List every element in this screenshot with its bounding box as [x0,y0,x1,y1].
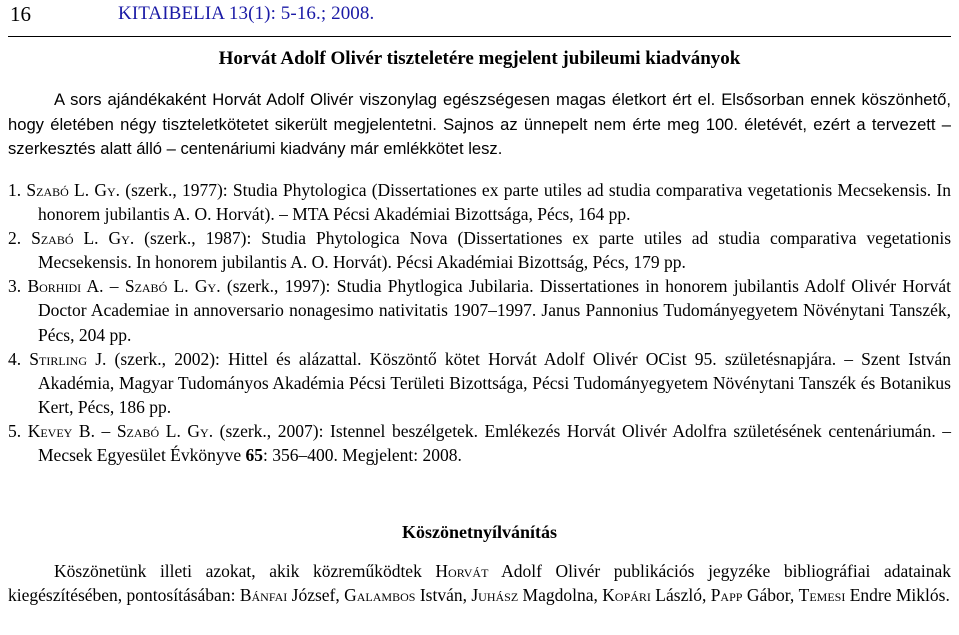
entry-author: Borhidi A. – Szabó L. Gy. [27,276,221,297]
ack-text: Köszönetünk illeti azokat, akik közreműködtek [54,561,436,581]
entry-author: Szabó L. Gy. [31,228,135,249]
acknowledgement-paragraph [8,559,951,607]
publication-list [8,178,951,467]
ack-text: József, [287,585,345,606]
intro-text: A sors ajándékaként Horvát Adolf Olivér viszonylag egészségesen magas életkort ért el. Elsősorban ennek köszönhető, hogy életében négy tiszteletkötetet sikerült megjelentetni. Sajnos az ünnepelt nem érte meg 100. életévét, ezért a tervezett – szerkesztés alatt álló – centenáriumi kiadvány már emlékkötet lesz. [8,90,951,158]
list-item [8,274,951,346]
entry-number: 2. [8,228,32,249]
ack-text: Endre Miklós. [845,585,950,606]
journal-citation: KITAIBELIA 13(1): 5-16.; 2008. [118,3,375,24]
list-item [8,347,951,419]
ack-name: Temesi [798,585,846,606]
entry-text: (szerk., 2002): Hittel és alázattal. Köszöntő kötet Horvát Adolf Olivér OCist 95. születésnapjára. – Szent István Akadémia, Magyar Tudományos Akadémia Pécsi Területi Bizottsága, Pécsi Tudományegyetem Növénytani Tanszék és Botanikus Kert, Pécs, 186 pp. [38,348,951,417]
list-item [8,226,951,274]
entry-text-after: : 356–400. Megjelent: 2008. [263,445,462,466]
entry-text: (szerk., 2007): Istennel beszélgetek. Emlékezés Horvát Olivér Adolfra születésének centenáriumán. – Mecsek Egyesület Évkönyve [38,420,952,466]
ack-text: István, [415,585,472,606]
list-item [8,419,951,467]
entry-text: (szerk., 1997): Studia Phytlogica Jubilaria. Dissertationes in honorem jubilantis Adolf Olivér Horvát Doctor Academiae in annoversario nonagesimo nativitatis 1907–1997. Janus Pannonius Tudományegyetem Növénytani Tanszék, Pécs, 204 pp. [38,276,952,345]
ack-name: Horvát [435,561,489,581]
ack-text: Adolf Olivér publikációs jegyzéke bibliográfiai adatainak kiegészítésében, pontosításában: [8,561,951,606]
page-number: 16 [10,2,31,26]
entry-number: 4. [8,348,30,369]
entry-author: Kevey B. – Szabó L. Gy. [27,420,214,441]
entry-text: (szerk., 1977): Studia Phytologica (Dissertationes ex parte utiles ad studia comparativa vegetationis Mecsekensis. In honorem jubilantis A. O. Horvát). – MTA Pécsi Akadémiai Bizottsága, Pécs, 164 pp. [38,180,951,225]
entry-number: 5. [8,420,28,441]
ack-name: Juhász [471,585,519,606]
list-item [8,178,951,226]
entry-author: Stirling J. [29,348,107,369]
intro-paragraph [8,88,951,162]
entry-volume: 65 [245,445,264,466]
ack-name: Bánfai [239,585,288,606]
acknowledgement-text [8,559,951,607]
acknowledgement-heading: Köszönetnyílvánítás [401,522,557,542]
entry-text: (szerk., 1987): Studia Phytologica Nova (Dissertationes ex parte utiles ad studia comparativa vegetationis Mecsekensis. In honorem jubilantis A. O. Horvát). Pécsi Akadémiai Bizottság, Pécs, 179 pp. [38,228,952,273]
ack-name: Papp [710,585,743,606]
entry-author: Szabó L. Gy. [26,180,120,200]
ack-text: Gábor, [742,585,799,606]
entry-number: 1. [8,180,27,200]
ack-text: Magdolna, [518,585,603,606]
ack-text: László, [650,585,711,606]
ack-name: Galambos [344,585,416,606]
page-header [8,2,951,37]
ack-name: Kopári [602,585,651,606]
entry-number: 3. [8,276,28,297]
section-heading: Horvát Adolf Olivér tiszteletére megjelent jubileumi kiadványok [218,48,741,69]
